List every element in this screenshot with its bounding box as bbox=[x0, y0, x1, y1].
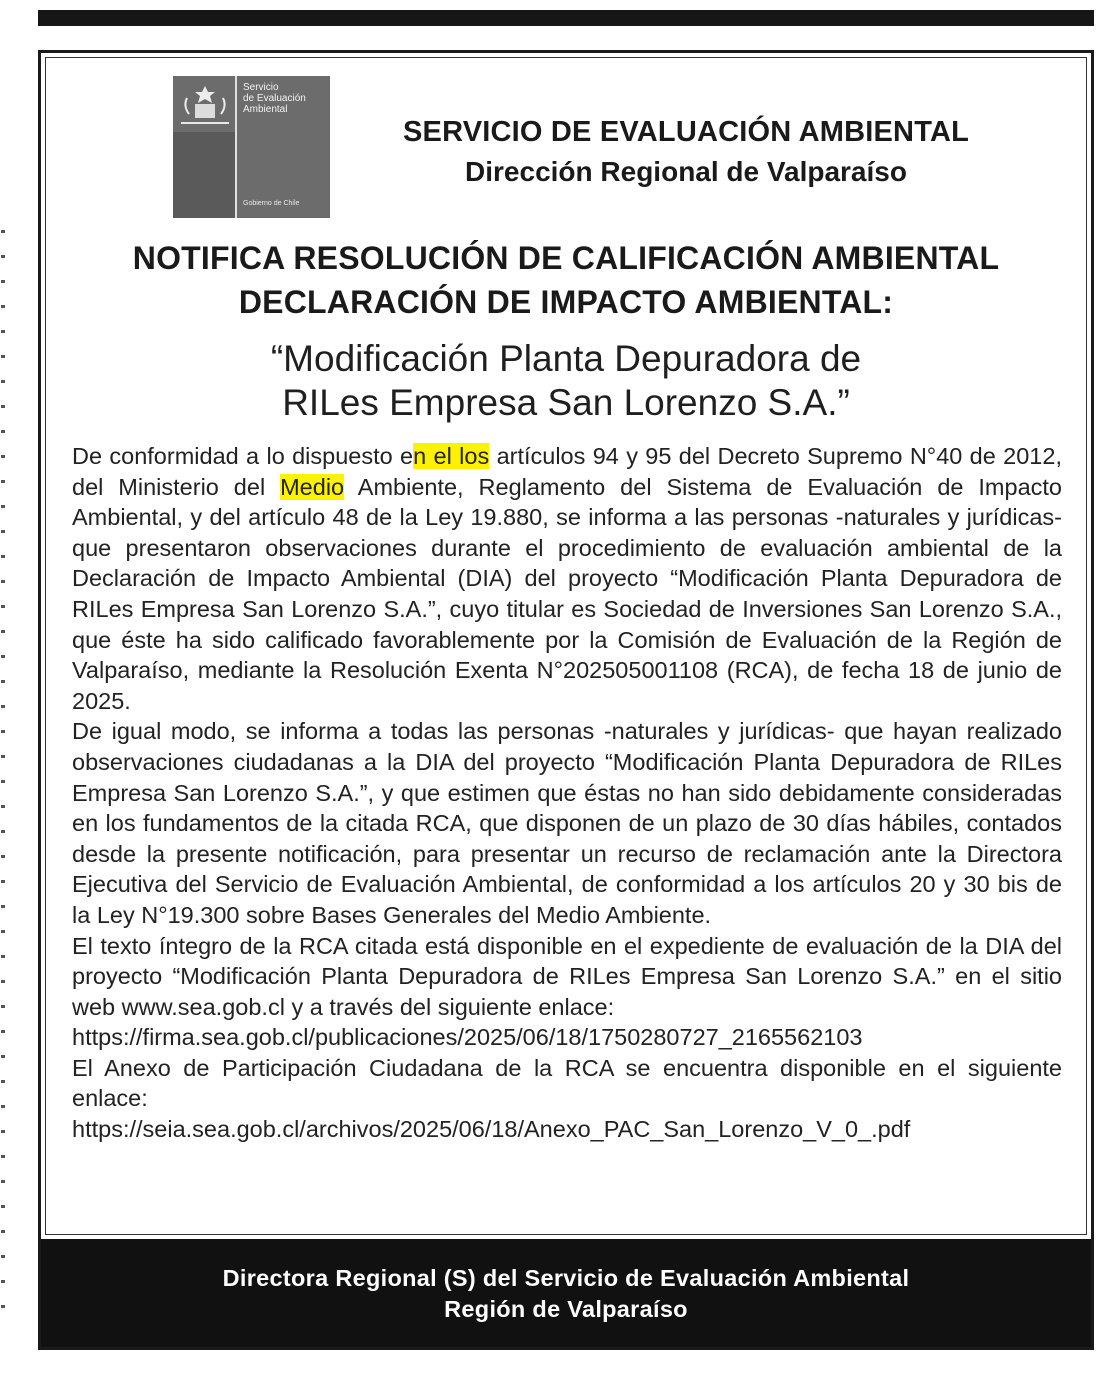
margin-tick bbox=[1, 630, 5, 633]
logo-color-block bbox=[173, 132, 235, 218]
pac-annex-link[interactable]: https://seia.sea.gob.cl/archivos/2025/06/18/Anexo_PAC_San_Lorenzo_V_0_.pdf bbox=[72, 1116, 911, 1143]
body-paragraph-3: El texto íntegro de la RCA citada está disponible en el expediente de evaluación de la DIA del proyecto “Modificación Planta Depuradora de RILes Empresa San Lorenzo S.A.” en el sitio web www.sea.gob.cl y a través del siguiente enlace: bbox=[72, 932, 1062, 1020]
margin-tick bbox=[1, 855, 5, 858]
margin-tick bbox=[1, 430, 5, 433]
body-paragraph-1 bbox=[72, 441, 1062, 716]
margin-tick bbox=[1, 1255, 5, 1258]
margin-tick bbox=[1, 805, 5, 808]
body-paragraph-4: El Anexo de Participación Ciudadana de la RCA se encuentra disponible en el siguiente enlace: bbox=[72, 1054, 1062, 1112]
margin-tick bbox=[1, 705, 5, 708]
p1-text-a: De conformidad a lo dispuesto e bbox=[72, 443, 414, 469]
margin-tick bbox=[1, 1305, 5, 1308]
agency-title: SERVICIO DE EVALUACIÓN AMBIENTAL bbox=[402, 116, 970, 148]
rca-link[interactable]: https://firma.sea.gob.cl/publicaciones/2025/06/18/1750280727_2165562103 bbox=[72, 1024, 863, 1051]
margin-tick bbox=[1, 455, 5, 458]
body-paragraph-2: De igual modo, se informa a todas las personas -naturales y jurídicas- que hayan realizado observaciones ciudadanas a la DIA del proyecto “Modificación Planta Depuradora de RILes Empresa San Lorenzo S.A.”, y que estimen que éstas no han sido debidamente consideradas en los fundamentos de la citada RCA, que disponen de un plazo de 30 días hábiles, contados desde la presente notificación, para presentar un recurso de reclamación ante la Directora Ejecutiva del Servicio de Evaluación Ambiental, de conformidad a los artículos 20 y 30 bis de la Ley N°19.300 sobre Bases Generales del Medio Ambiente. bbox=[72, 718, 1062, 928]
margin-tick bbox=[1, 1055, 5, 1058]
logo-text bbox=[243, 82, 327, 115]
margin-tick bbox=[1, 830, 5, 833]
margin-tick bbox=[1, 1180, 5, 1183]
logo-divider bbox=[235, 76, 237, 218]
p1-text-b: artículos 94 y 95 del Decreto Supremo N°40 de 2012, del Ministerio del bbox=[72, 443, 1062, 500]
signatory-title: Directora Regional (S) del Servicio de Evaluación Ambiental bbox=[222, 1265, 910, 1291]
margin-tick bbox=[1, 280, 5, 283]
margin-tick bbox=[1, 1155, 5, 1158]
margin-tick bbox=[1, 555, 5, 558]
sea-logo bbox=[173, 76, 330, 218]
margin-tick bbox=[1, 780, 5, 783]
margin-tick bbox=[1, 405, 5, 408]
margin-tick bbox=[1, 880, 5, 883]
logo-footer-text: Gobierno de Chile bbox=[243, 200, 300, 207]
margin-tick bbox=[1, 380, 5, 383]
notice-heading-line2: DECLARACIÓN DE IMPACTO AMBIENTAL: bbox=[238, 284, 894, 320]
margin-tick bbox=[1, 730, 5, 733]
margin-tick bbox=[1, 980, 5, 983]
logo-text-line: de Evaluación bbox=[243, 93, 306, 104]
margin-tick bbox=[1, 605, 5, 608]
notice-body bbox=[72, 441, 1062, 1145]
left-margin-ticks bbox=[0, 0, 8, 1396]
margin-tick bbox=[1, 1230, 5, 1233]
margin-tick bbox=[1, 255, 5, 258]
project-name-line2: RILes Empresa San Lorenzo S.A.” bbox=[282, 382, 850, 423]
margin-tick bbox=[1, 530, 5, 533]
signature-footer bbox=[41, 1239, 1091, 1347]
margin-tick bbox=[1, 330, 5, 333]
project-name-line1: “Modificación Planta Depuradora de bbox=[270, 338, 862, 379]
margin-tick bbox=[1, 1205, 5, 1208]
coat-of-arms-icon bbox=[181, 82, 229, 124]
agency-subtitle: Dirección Regional de Valparaíso bbox=[465, 156, 907, 187]
logo-text-line: Ambiental bbox=[243, 104, 288, 115]
margin-tick bbox=[1, 930, 5, 933]
margin-tick bbox=[1, 1280, 5, 1283]
notice-frame bbox=[38, 50, 1094, 1350]
margin-tick bbox=[1, 1030, 5, 1033]
margin-tick bbox=[1, 1080, 5, 1083]
p1-text-c: Ambiente, Reglamento del Sistema de Evaluación de Impacto Ambiental, y del artículo 48 de la Ley 19.880, se informa a las personas -naturales y jurídicas- que presentaron observaciones durante el procedimiento de evaluación ambiental de la Declaración de Impacto Ambiental (DIA) del proyecto “Modificación Planta Depuradora de RILes Empresa San Lorenzo S.A.”, cuyo titular es Sociedad de Inversiones San Lorenzo S.A., que éste ha sido calificado favorablemente por la Comisión de Evaluación de la Región de Valparaíso, mediante la Resolución Exenta N°202505001108 (RCA), de fecha 18 de junio de 2025. bbox=[72, 473, 1062, 714]
margin-tick bbox=[1, 230, 5, 233]
margin-tick bbox=[1, 655, 5, 658]
margin-tick bbox=[1, 955, 5, 958]
margin-tick bbox=[1, 1005, 5, 1008]
margin-tick bbox=[1, 580, 5, 583]
margin-tick bbox=[1, 1130, 5, 1133]
highlight-2: Medio bbox=[280, 473, 345, 500]
margin-tick bbox=[1, 505, 5, 508]
notice-heading-line1: NOTIFICA RESOLUCIÓN DE CALIFICACIÓN AMBIENTAL bbox=[132, 240, 1000, 276]
signatory-region: Región de Valparaíso bbox=[444, 1296, 688, 1322]
notice-content-box bbox=[45, 57, 1087, 1235]
highlight-1: n el los bbox=[413, 443, 490, 469]
margin-tick bbox=[1, 305, 5, 308]
margin-tick bbox=[1, 1105, 5, 1108]
margin-tick bbox=[1, 480, 5, 483]
margin-tick bbox=[1, 680, 5, 683]
margin-tick bbox=[1, 355, 5, 358]
margin-tick bbox=[1, 905, 5, 908]
top-rule bbox=[38, 10, 1094, 26]
logo-text-line: Servicio bbox=[243, 82, 279, 93]
margin-tick bbox=[1, 755, 5, 758]
